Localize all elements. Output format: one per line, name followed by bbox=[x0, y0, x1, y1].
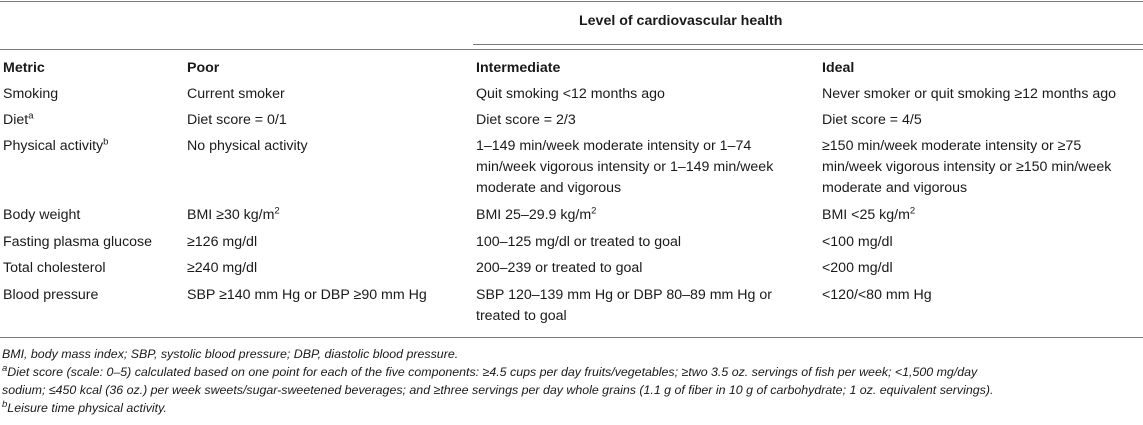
table-row-intermediate: 200–239 or treated to goal bbox=[476, 260, 643, 276]
table-row-poor: No physical activity bbox=[187, 138, 308, 154]
table-row-ideal: ≥150 min/week moderate intensity or ≥75 min/week vigorous intensity or ≥150 min/week moderate and vigorous bbox=[822, 138, 1112, 196]
column-header-intermediate: Intermediate bbox=[476, 60, 561, 76]
column-header-poor: Poor bbox=[187, 60, 220, 76]
table-row-metric: Diet$^a$ bbox=[3, 110, 34, 128]
table-row-ideal: Diet score = 4/5 bbox=[822, 112, 922, 128]
table-row-intermediate: 100–125 mg/dl or treated to goal bbox=[476, 234, 682, 250]
superscript: 2 bbox=[591, 205, 597, 217]
table-row-poor: ≥126 mg/dl bbox=[187, 234, 258, 250]
footnote-marker: a bbox=[2, 362, 8, 374]
table-row-metric: Smoking bbox=[3, 86, 59, 102]
columns-rule bbox=[0, 49, 1143, 50]
footnote-a-continued: sodium; ≤450 kcal (36 oz.) per week sweets/sugar-sweetened beverages; and ≥three servings per day whole grains (1.1 g of fiber in 10 g of carbohydrate; 1 oz. equivalent servings). bbox=[2, 383, 994, 397]
table-row-intermediate: Diet score = 2/3 bbox=[476, 112, 576, 128]
footnote-marker: a bbox=[28, 110, 34, 122]
table-row-ideal: <200 mg/dl bbox=[822, 260, 893, 276]
table-row-metric: Body weight bbox=[3, 207, 81, 223]
footnote-marker: b bbox=[2, 398, 8, 410]
table-row-ideal: <100 mg/dl bbox=[822, 234, 893, 250]
table-row-ideal: Never smoker or quit smoking ≥12 months ago bbox=[822, 86, 1117, 102]
table-row-ideal: <120/<80 mm Hg bbox=[822, 287, 932, 303]
table-row-metric: Physical activity$^b$ bbox=[3, 136, 109, 154]
table-row-metric: Fasting plasma glucose bbox=[3, 234, 153, 250]
table-row-intermediate: Quit smoking <12 months ago bbox=[476, 86, 665, 102]
column-header-metric: Metric bbox=[3, 60, 45, 76]
top-rule bbox=[0, 1, 1143, 2]
header-rule bbox=[473, 44, 1143, 45]
superscript: 2 bbox=[274, 205, 280, 217]
footnote-marker: b bbox=[103, 136, 109, 148]
footnote-abbreviations: BMI, body mass index; SBP, systolic blood pressure; DBP, diastolic blood pressure. bbox=[2, 347, 459, 361]
table-row-metric: Blood pressure bbox=[3, 287, 99, 303]
column-header-ideal: Ideal bbox=[822, 60, 855, 76]
table-row-intermediate: 1–149 min/week moderate intensity or 1–74 min/week vigorous intensity or 1–149 min/week moderate and vigorous bbox=[476, 138, 774, 196]
footnote-b: $^b$Leisure time physical activity. bbox=[2, 398, 167, 415]
table-row-intermediate: SBP 120–139 mm Hg or DBP 80–89 mm Hg or treated to goal bbox=[476, 287, 772, 324]
table-row-poor: Diet score = 0/1 bbox=[187, 112, 287, 128]
table-row-ideal: BMI <25 $kg/m^2$ bbox=[822, 205, 916, 223]
footnote-a: $^a$Diet score (scale: 0–5) calculated based on one point for each of the five components: ≥4.5 cups per day fruits/vegetables; ≥two 3.5 oz. servings of fish per week; <1,500 mg/day bbox=[2, 362, 978, 379]
table-row-poor: BMI ≥30 $kg/m^2$ bbox=[187, 205, 280, 223]
bottom-rule bbox=[0, 337, 1143, 338]
table-row-intermediate: BMI 25–29.9 $kg/m^2$ bbox=[476, 205, 597, 223]
table-row-poor: SBP ≥140 mm Hg or DBP ≥90 mm Hg bbox=[187, 287, 427, 303]
group-header: Level of cardiovascular health bbox=[579, 13, 783, 29]
table-row-poor: Current smoker bbox=[187, 86, 285, 102]
superscript: 2 bbox=[909, 205, 916, 217]
table-row-poor: ≥240 mg/dl bbox=[187, 260, 258, 276]
table-row-metric: Total cholesterol bbox=[3, 260, 106, 276]
